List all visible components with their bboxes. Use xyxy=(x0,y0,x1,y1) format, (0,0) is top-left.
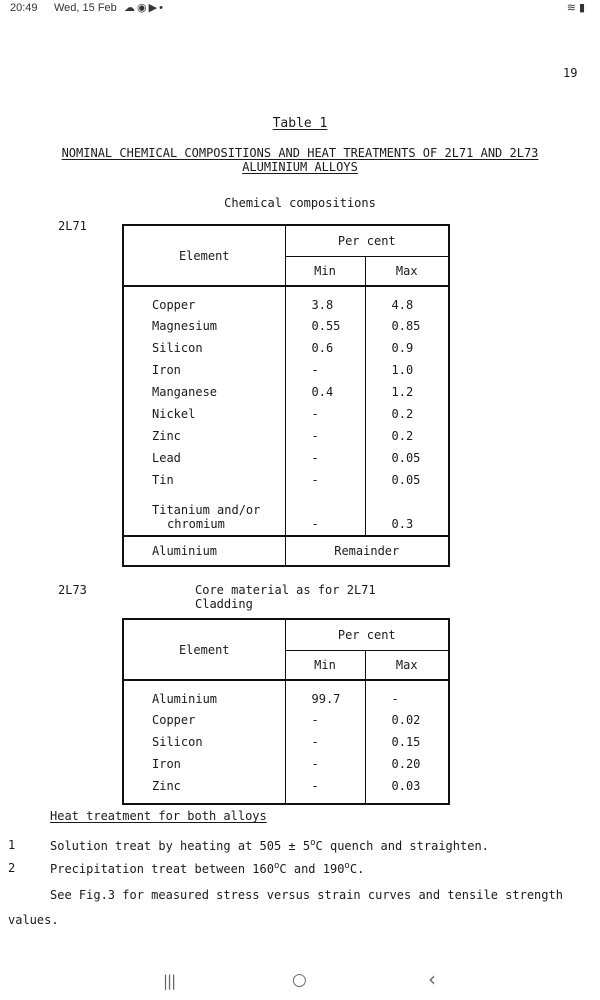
cell-element: Magnesium xyxy=(123,315,285,337)
chemical-compositions-subheading: Chemical compositions xyxy=(224,196,376,210)
cell-max: 0.20 xyxy=(391,757,421,771)
table-row xyxy=(123,381,449,403)
cell-max: 4.8 xyxy=(391,298,414,312)
cell-element: Silicon xyxy=(123,731,285,753)
cell-max: - xyxy=(391,692,399,706)
degree-sup: o xyxy=(273,861,280,871)
battery-icon: ▮ xyxy=(578,2,588,14)
cell-min: - xyxy=(285,709,365,731)
cell-max: 0.3 xyxy=(391,517,414,531)
cladding-note: Cladding xyxy=(195,597,253,611)
cell-max: 0.15 xyxy=(391,735,421,749)
cell-min: - xyxy=(285,775,365,797)
cell-spacer xyxy=(285,797,365,804)
cell-min: - xyxy=(285,753,365,775)
cell-element: Copper xyxy=(123,709,285,731)
home-button[interactable]: ○ xyxy=(292,970,307,990)
dot-icon: • xyxy=(159,2,165,14)
cell-element xyxy=(123,491,285,536)
cell-max: 1.2 xyxy=(391,385,414,399)
cell-element-line1: Titanium and/or xyxy=(152,503,261,517)
cell-element-line2: chromium xyxy=(167,517,225,531)
cell-element: Iron xyxy=(123,753,285,775)
table-row xyxy=(123,731,449,753)
header-per-cent: Per cent xyxy=(285,619,449,651)
cell-max: 0.05 xyxy=(391,451,421,465)
cell-max: 0.2 xyxy=(391,407,414,421)
note-line-2: values. xyxy=(8,913,59,927)
step-number: 1 xyxy=(8,838,16,852)
header-min: Min xyxy=(285,651,365,681)
table-row xyxy=(123,447,449,469)
wifi-icon: ≋ xyxy=(566,2,579,14)
cell-element: Lead xyxy=(123,447,285,469)
cell-min: - xyxy=(285,447,365,469)
cell-spacer xyxy=(123,797,285,804)
header-min: Min xyxy=(285,257,365,287)
cell-element: Zinc xyxy=(123,425,285,447)
cell-max: 0.85 xyxy=(391,319,421,333)
header-element: Element xyxy=(123,619,285,680)
cell-max: 0.05 xyxy=(391,473,421,487)
step-2-part-b: C. xyxy=(349,862,365,876)
cell-element: Copper xyxy=(123,286,285,315)
cell-min: - xyxy=(285,491,365,536)
cell-element: Zinc xyxy=(123,775,285,797)
cell-min: - xyxy=(285,425,365,447)
cell-element: Tin xyxy=(123,469,285,491)
cell-min: 3.8 xyxy=(285,286,365,315)
table-row xyxy=(123,425,449,447)
cell-min: - xyxy=(285,731,365,753)
table-label: Table 1 xyxy=(272,116,328,131)
step-2-part-a: Precipitation treat between 160 xyxy=(50,862,274,876)
page-number: 19 xyxy=(563,66,578,80)
cell-remainder: Remainder xyxy=(285,536,449,566)
cell-max: 0.03 xyxy=(391,779,421,793)
step-2-text xyxy=(50,861,364,876)
cloud-icon: ☁ xyxy=(124,2,137,14)
cell-min: 0.4 xyxy=(285,381,365,403)
table-row xyxy=(123,286,449,315)
step-number: 2 xyxy=(8,861,16,875)
recents-button[interactable]: ||| xyxy=(163,972,176,990)
step-1-part-b: C quench and straighten. xyxy=(315,839,489,853)
step-1-part-a: Solution treat by heating at 505 ± 5 xyxy=(50,839,311,853)
cell-min: 0.6 xyxy=(285,337,365,359)
cell-min: - xyxy=(285,469,365,491)
header-element: Element xyxy=(123,225,285,286)
cell-element: Aluminium xyxy=(123,536,285,566)
cell-min: 0.55 xyxy=(285,315,365,337)
cell-element: Manganese xyxy=(123,381,285,403)
cell-spacer xyxy=(365,797,449,804)
alloy-2l71-label: 2L71 xyxy=(58,219,87,233)
header-max: Max xyxy=(365,651,449,681)
table-row xyxy=(123,680,449,709)
cell-element: Silicon xyxy=(123,337,285,359)
sync-icon: ◉ xyxy=(137,2,149,14)
table-row xyxy=(123,403,449,425)
degree-sup: o xyxy=(310,838,316,848)
step-1-text xyxy=(50,838,489,853)
cell-element: Nickel xyxy=(123,403,285,425)
table-heading-line2: ALUMINIUM ALLOYS xyxy=(242,160,358,174)
cell-max: 1.0 xyxy=(391,363,414,377)
cell-max: 0.2 xyxy=(391,429,414,443)
table-2l71 xyxy=(122,224,450,567)
table-footer-row xyxy=(123,536,449,566)
cell-min: - xyxy=(285,359,365,381)
table-row xyxy=(123,469,449,491)
table-row xyxy=(123,775,449,797)
navigation-bar xyxy=(0,962,600,1000)
status-time: 20:49 xyxy=(10,2,38,14)
cell-max: 0.02 xyxy=(391,713,421,727)
cell-min: - xyxy=(285,403,365,425)
cell-element: Iron xyxy=(123,359,285,381)
heat-treatment-heading: Heat treatment for both alloys xyxy=(50,809,267,823)
table-row xyxy=(123,337,449,359)
header-max: Max xyxy=(365,257,449,287)
degree-sup: o xyxy=(344,861,350,871)
alloy-2l73-label: 2L73 xyxy=(58,583,87,597)
table-heading-line1: NOMINAL CHEMICAL COMPOSITIONS AND HEAT TREATMENTS OF 2L71 AND 2L73 xyxy=(61,146,539,160)
youtube-icon: ▶ xyxy=(148,2,160,14)
table-row xyxy=(123,359,449,381)
step-2-part-mid: C and 190 xyxy=(279,862,345,876)
table-row xyxy=(123,753,449,775)
cell-max: 0.9 xyxy=(391,341,414,355)
status-date: Wed, 15 Feb xyxy=(54,2,117,14)
cell-element: Aluminium xyxy=(123,680,285,709)
table-2l73 xyxy=(122,618,450,805)
note-line-1: See Fig.3 for measured stress versus strain curves and tensile strength xyxy=(50,888,563,902)
header-per-cent: Per cent xyxy=(285,225,449,257)
table-row xyxy=(123,709,449,731)
cell-min: 99.7 xyxy=(285,680,365,709)
core-material-note: Core material as for 2L71 xyxy=(195,583,376,597)
table-row xyxy=(123,315,449,337)
table-row xyxy=(123,491,449,536)
back-button[interactable]: ‹ xyxy=(428,967,436,991)
